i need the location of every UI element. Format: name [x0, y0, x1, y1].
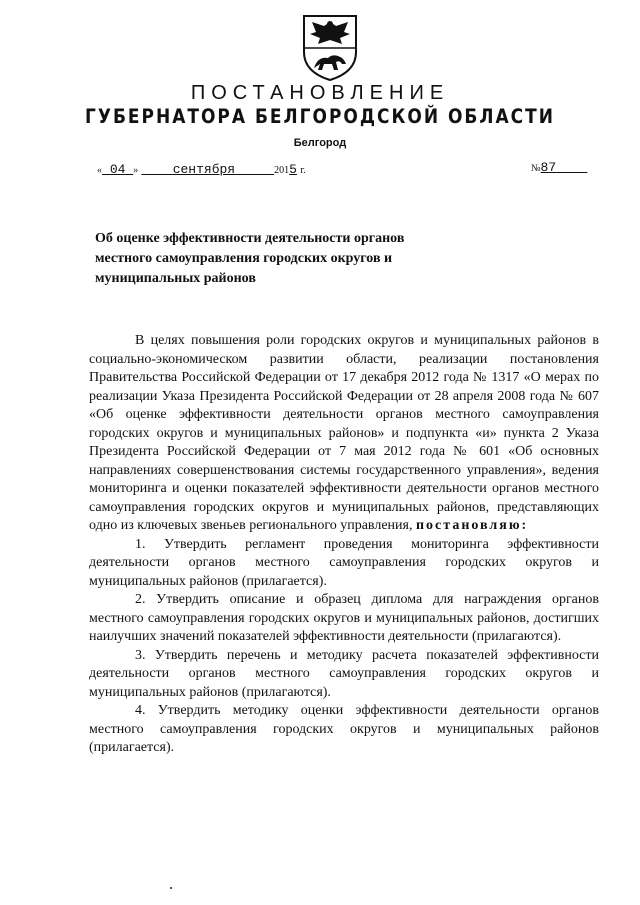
date-day: 04 — [109, 162, 126, 177]
coat-of-arms-icon — [298, 12, 362, 82]
number-label: № — [531, 163, 541, 174]
number-value: 87 — [540, 160, 557, 175]
date-year-suffix: 5 — [289, 162, 297, 177]
date-month: сентября — [172, 162, 236, 177]
city-name: Белгород — [293, 137, 347, 149]
document-date — [97, 161, 306, 177]
body-item: 1. Утвердить регламент проведения мониторинга эффективности деятельности органов местного самоуправления городских округов и муниципальных районов (прилагается). — [89, 536, 599, 589]
body-item: 4. Утвердить методику оценки эффективности деятельности органов местного самоуправления городских округов и муниципальных районов (прилагается). — [89, 703, 599, 755]
document-subject: Об оценке эффективности деятельности органов местного самоуправления городских округов и муниципальных районов — [95, 231, 405, 286]
document-title: ПОСТАНОВЛЕНИЕ — [190, 82, 450, 104]
date-year-prefix: 201 — [274, 165, 290, 176]
document-issuer: ГУБЕРНАТОРА БЕЛГОРОДСКОЙ ОБЛАСТИ — [85, 105, 555, 129]
document-number — [531, 159, 587, 175]
date-open-quote: « — [97, 165, 102, 176]
date-close-quote: » — [133, 165, 139, 176]
decree-word: постановляю: — [415, 518, 529, 533]
body-intro: В целях повышения роли городских округов и муниципальных районов в социально-экономическом развитии области, реализации постановления Правительства Российской Федерации от 17 декабря 2012 года № 1317 «О мерах по реализации Указа Президента Российской Федерации от 28 апреля 2008 года № 607 «Об оценке эффективности деятельности органов местного самоуправления городских округов и муниципальных районов» и подпункта «и» пункта 2 Указа Президента Российской Федерации от 7 мая 2012 года № 601 «Об основных направлениях совершенствования системы государственного управления», ведения мониторинга и оценки показателей эффективности деятельности органов местного самоуправления городских округов и муниципальных районов, представляющих одно из ключевых звеньев регионального управления, постановляю: — [89, 333, 599, 533]
date-year-unit: г. — [300, 165, 306, 176]
body-item: 2. Утвердить описание и образец диплома для награждения органов местного самоуправления городских округов и муниципальных районов, достигших наилучших значений показателей эффективности деятельности (прилагаются). — [89, 592, 599, 644]
body-item: 3. Утвердить перечень и методику расчета показателей эффективности деятельности органов местного самоуправления городских округов и муниципальных районов (прилагаются). — [89, 647, 599, 700]
scan-speck — [170, 887, 172, 889]
document-body — [89, 332, 599, 758]
